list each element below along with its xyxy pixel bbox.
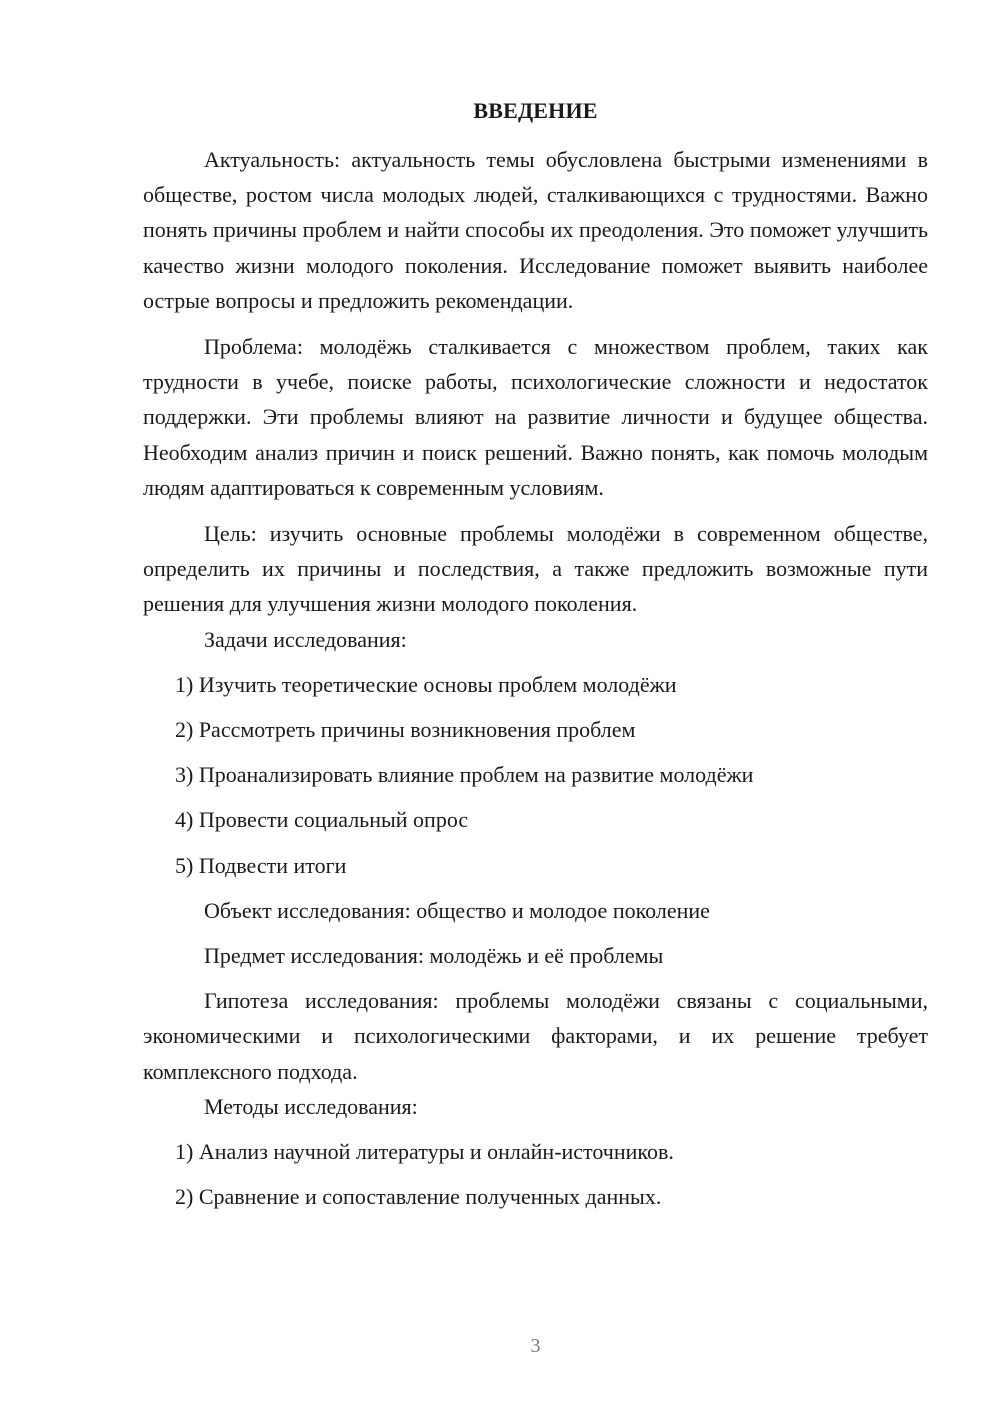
methods-heading: Методы исследования: bbox=[204, 1093, 418, 1119]
hypothesis-paragraph: Гипотеза исследования: проблемы молодёжи связаны с социальными, экономическими и психологическими факторами, и их решение требует комплексного подхода. bbox=[143, 988, 928, 1084]
tasks-heading: Задачи исследования: bbox=[204, 626, 407, 652]
document-body bbox=[143, 142, 928, 1214]
research-subject: Предмет исследования: молодёжь и её проблемы bbox=[204, 943, 664, 969]
research-object: Объект исследования: общество и молодое поколение bbox=[204, 897, 710, 923]
problem-paragraph: Проблема: молодёжь сталкивается с множеством проблем, таких как трудности в учебе, поиске работы, психологические сложности и недостаток поддержки. Эти проблемы влияют на развитие личности и будущее общества. Необходим анализ причин и поиск решений. Важно понять, как помочь молодым людям адаптироваться к современным условиям. bbox=[143, 334, 928, 500]
document-page bbox=[143, 0, 928, 1414]
task-item: 3) Проанализировать влияние проблем на развитие молодёжи bbox=[175, 762, 754, 788]
task-item: 2) Рассмотреть причины возникновения проблем bbox=[175, 717, 636, 743]
task-item: 5) Подвести итоги bbox=[175, 852, 347, 878]
method-item: 1) Анализ научной литературы и онлайн-источников. bbox=[175, 1139, 674, 1165]
task-item: 4) Провести социальный опрос bbox=[175, 807, 469, 833]
task-item: 1) Изучить теоретические основы проблем молодёжи bbox=[175, 671, 677, 697]
goal-paragraph: Цель: изучить основные проблемы молодёжи в современном обществе, определить их причины и последствия, а также предложить возможные пути решения для улучшения жизни молодого поколения. bbox=[143, 521, 928, 617]
page-number: 3 bbox=[530, 1335, 541, 1357]
method-item: 2) Сравнение и сопоставление полученных данных. bbox=[175, 1184, 662, 1210]
page-title: ВВЕДЕНИЕ bbox=[473, 98, 598, 123]
relevance-paragraph: Актуальность: актуальность темы обусловлена быстрыми изменениями в обществе, ростом числа молодых людей, сталкивающихся с трудностями. Важно понять причины проблем и найти способы их преодоления. Это поможет улучшить качество жизни молодого поколения. Исследование поможет выявить наиболее острые вопросы и предложить рекомендации. bbox=[143, 147, 928, 313]
